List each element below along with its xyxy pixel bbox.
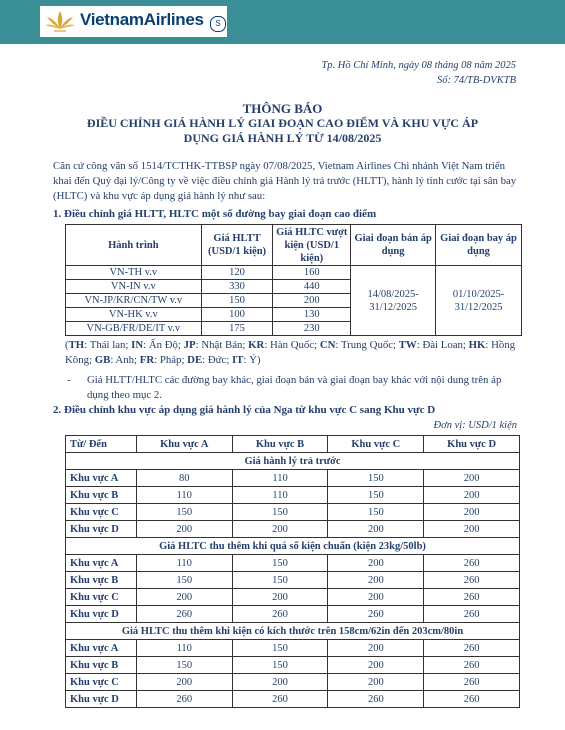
price-cell: 200: [328, 589, 424, 606]
price-cell: 260: [328, 606, 424, 623]
legend-name: Hồng Kông: [65, 339, 516, 366]
price-cell: 200: [328, 674, 424, 691]
section1-heading: 1. Điều chỉnh giá HLTT, HLTC một số đường bay giai đoạn cao điểm: [53, 208, 377, 220]
price-cell: 150: [328, 470, 424, 487]
dateline: Tp. Hồ Chí Minh, ngày 08 tháng 08 năm 2025: [321, 60, 516, 71]
price-cell: 110: [136, 555, 232, 572]
section-title: Giá HLTC thu thêm khi quá số kiện chuẩn (kiện 23kg/50lb): [66, 538, 520, 555]
section-title-row: [66, 623, 520, 640]
hltt-cell: 120: [201, 266, 273, 280]
row-label: Khu vực A: [66, 640, 137, 657]
legend-name: Đài Loan: [422, 339, 463, 351]
notice-subtitle-line2: DỤNG GIÁ HÀNH LÝ TỪ 14/08/2025: [183, 131, 382, 145]
price-cell: 110: [136, 640, 232, 657]
price-cell: 260: [424, 606, 520, 623]
price-cell: 260: [424, 674, 520, 691]
header-travel-period: Giai đoạn bay áp dụng: [436, 225, 522, 266]
price-cell: 200: [136, 674, 232, 691]
price-cell: 260: [136, 691, 232, 708]
price-cell: 150: [232, 657, 328, 674]
price-cell: 260: [424, 640, 520, 657]
row-label: Khu vực D: [66, 606, 137, 623]
price-cell: 150: [136, 657, 232, 674]
price-cell: 260: [232, 606, 328, 623]
legend-name: Đức: [207, 354, 227, 366]
price-cell: 200: [232, 521, 328, 538]
price-cell: 200: [328, 521, 424, 538]
table-row: [66, 674, 520, 691]
price-cell: 260: [424, 657, 520, 674]
price-cell: 260: [424, 572, 520, 589]
price-cell: 200: [328, 572, 424, 589]
price-cell: 260: [424, 589, 520, 606]
header-bar: [0, 0, 565, 44]
route-cell: VN-GB/FR/DE/IT v.v: [66, 322, 202, 336]
header-zone-d: Khu vực D: [424, 436, 520, 453]
price-cell: 150: [136, 504, 232, 521]
zone-price-table: [65, 435, 520, 708]
country-code-legend: (TH: Thái lan; IN: Ấn Độ; JP: Nhật Bản; KR: Hàn Quốc; CN: Trung Quốc; TW: Đài Loan; HK: Hồng Kông; GB: Anh; FR: Pháp; DE: Đức; IT: Ý): [65, 339, 516, 366]
legend-name: Trung Quốc: [340, 339, 394, 351]
header-hltc: Giá HLTC vượt kiện (USD/1 kiện): [273, 225, 351, 266]
legend-code: IT: [232, 354, 244, 366]
legend-code: KR: [248, 339, 265, 351]
table-row: [66, 487, 520, 504]
price-cell: 200: [136, 589, 232, 606]
header-route: Hành trình: [66, 225, 202, 266]
route-price-table: [65, 224, 522, 336]
hltc-cell: 230: [273, 322, 351, 336]
route-table-header: [66, 225, 522, 266]
price-cell: 150: [136, 572, 232, 589]
legend-name: Anh: [115, 354, 135, 366]
vietnam-airlines-logo[interactable]: [40, 6, 227, 37]
price-cell: 200: [424, 504, 520, 521]
legend-code: GB: [94, 354, 111, 366]
travel-period-cell: 01/10/2025-31/12/2025: [436, 266, 522, 336]
table-row: [66, 606, 520, 623]
section1-note-text: Giá HLTT/HLTC các đường bay khác, giai đoạn bán và giai đoạn bay khác với nội dung trên áp dụng theo mục 2.: [87, 374, 502, 401]
section1-note: [67, 373, 519, 403]
section-title-row: [66, 453, 520, 470]
price-cell: 150: [328, 504, 424, 521]
price-cell: 200: [328, 657, 424, 674]
hltc-cell: 440: [273, 280, 351, 294]
sale-period-cell: 14/08/2025-31/12/2025: [351, 266, 436, 336]
hltt-cell: 100: [201, 308, 273, 322]
skyteam-icon: S: [210, 16, 226, 32]
price-cell: 200: [328, 555, 424, 572]
row-label: Khu vực B: [66, 657, 137, 674]
table-row: [66, 691, 520, 708]
section-title: Giá HLTC thu thêm khi kiện có kích thước trên 158cm/62in đến 203cm/80in: [66, 623, 520, 640]
legend-name: Pháp: [159, 354, 182, 366]
price-cell: 200: [424, 470, 520, 487]
legend-code: HK: [468, 339, 486, 351]
notice-subtitle-line1: ĐIỀU CHỈNH GIÁ HÀNH LÝ GIAI ĐOẠN CAO ĐIỂM VÀ KHU VỰC ÁP: [86, 116, 479, 130]
price-cell: 260: [136, 606, 232, 623]
legend-code: IN: [131, 339, 144, 351]
row-label: Khu vực A: [66, 555, 137, 572]
table-row: [66, 521, 520, 538]
legend-name: Nhật Bản: [201, 339, 243, 351]
legend-code: TW: [398, 339, 417, 351]
notice-title: THÔNG BÁO: [242, 101, 323, 116]
row-label: Khu vực B: [66, 487, 137, 504]
section-title: Giá hành lý trả trước: [66, 453, 520, 470]
price-cell: 260: [424, 555, 520, 572]
hltt-cell: 330: [201, 280, 273, 294]
hltt-cell: 175: [201, 322, 273, 336]
logo-text: VietnamAirlines: [80, 10, 204, 29]
legend-code: JP: [183, 339, 196, 351]
route-cell: VN-IN v.v: [66, 280, 202, 294]
intro-paragraph: Căn cứ công văn số 1514/TCTHK-TTBSP ngày 07/08/2025, Vietnam Airlines Chi nhánh Việt Nam triển khai đến Quý đại lý/Công ty về việc điều chỉnh giá Hành lý trả trước (HLTT), hành lý tính cước tại sân bay (HLTC) và khu vực áp dụng giá hành lý như sau:: [53, 160, 517, 202]
price-cell: 200: [424, 487, 520, 504]
row-label: Khu vực C: [66, 674, 137, 691]
route-cell: VN-TH v.v: [66, 266, 202, 280]
hltc-cell: 130: [273, 308, 351, 322]
legend-name: Thái lan: [89, 339, 126, 351]
price-cell: 260: [424, 691, 520, 708]
price-cell: 110: [232, 470, 328, 487]
row-label: Khu vực C: [66, 504, 137, 521]
price-cell: 150: [328, 487, 424, 504]
header-from-to: Từ/ Đến: [66, 436, 137, 453]
unit-label: Đơn vị: USD/1 kiện: [433, 420, 517, 431]
header-zone-b: Khu vực B: [232, 436, 328, 453]
hltc-cell: 160: [273, 266, 351, 280]
header-sale-period: Giai đoạn bán áp dụng: [351, 225, 436, 266]
lotus-icon: [44, 9, 76, 33]
hltt-cell: 150: [201, 294, 273, 308]
bullet-dash: -: [67, 374, 71, 386]
legend-code: DE: [187, 354, 203, 366]
table-row: [66, 470, 520, 487]
price-cell: 200: [328, 640, 424, 657]
table-row: [66, 657, 520, 674]
legend-name: Ý: [249, 354, 257, 366]
price-cell: 150: [232, 572, 328, 589]
row-label: Khu vực A: [66, 470, 137, 487]
price-cell: 110: [232, 487, 328, 504]
price-cell: 200: [424, 521, 520, 538]
route-cell: VN-JP/KR/CN/TW v.v: [66, 294, 202, 308]
header-zone-c: Khu vực C: [328, 436, 424, 453]
row-label: Khu vực D: [66, 521, 137, 538]
row-label: Khu vực D: [66, 691, 137, 708]
price-cell: 260: [328, 691, 424, 708]
price-cell: 200: [232, 589, 328, 606]
table-row: [66, 504, 520, 521]
zone-table-header: [66, 436, 520, 453]
row-label: Khu vực B: [66, 572, 137, 589]
table-row: [66, 640, 520, 657]
section-title-row: [66, 538, 520, 555]
route-cell: VN-HK v.v: [66, 308, 202, 322]
price-cell: 150: [232, 640, 328, 657]
legend-name: Ấn Độ: [148, 339, 178, 351]
header-hltt: Giá HLTT (USD/1 kiện): [201, 225, 273, 266]
header-zone-a: Khu vực A: [136, 436, 232, 453]
table-row: [66, 572, 520, 589]
table-row: [66, 555, 520, 572]
legend-name: Hàn Quốc: [270, 339, 315, 351]
document-number: Số: 74/TB-DVKTB: [436, 75, 516, 86]
price-cell: 80: [136, 470, 232, 487]
row-label: Khu vực C: [66, 589, 137, 606]
price-cell: 150: [232, 504, 328, 521]
price-cell: 260: [232, 691, 328, 708]
section2-heading: 2. Điều chỉnh khu vực áp dụng giá hành lý của Nga từ khu vực C sang Khu vực D: [53, 404, 436, 416]
price-cell: 150: [232, 555, 328, 572]
table-row: [66, 266, 522, 280]
price-cell: 110: [136, 487, 232, 504]
table-row: [66, 589, 520, 606]
price-cell: 200: [136, 521, 232, 538]
legend-code: CN: [319, 339, 336, 351]
hltc-cell: 200: [273, 294, 351, 308]
legend-code: TH: [68, 339, 85, 351]
price-cell: 200: [232, 674, 328, 691]
legend-code: FR: [139, 354, 155, 366]
